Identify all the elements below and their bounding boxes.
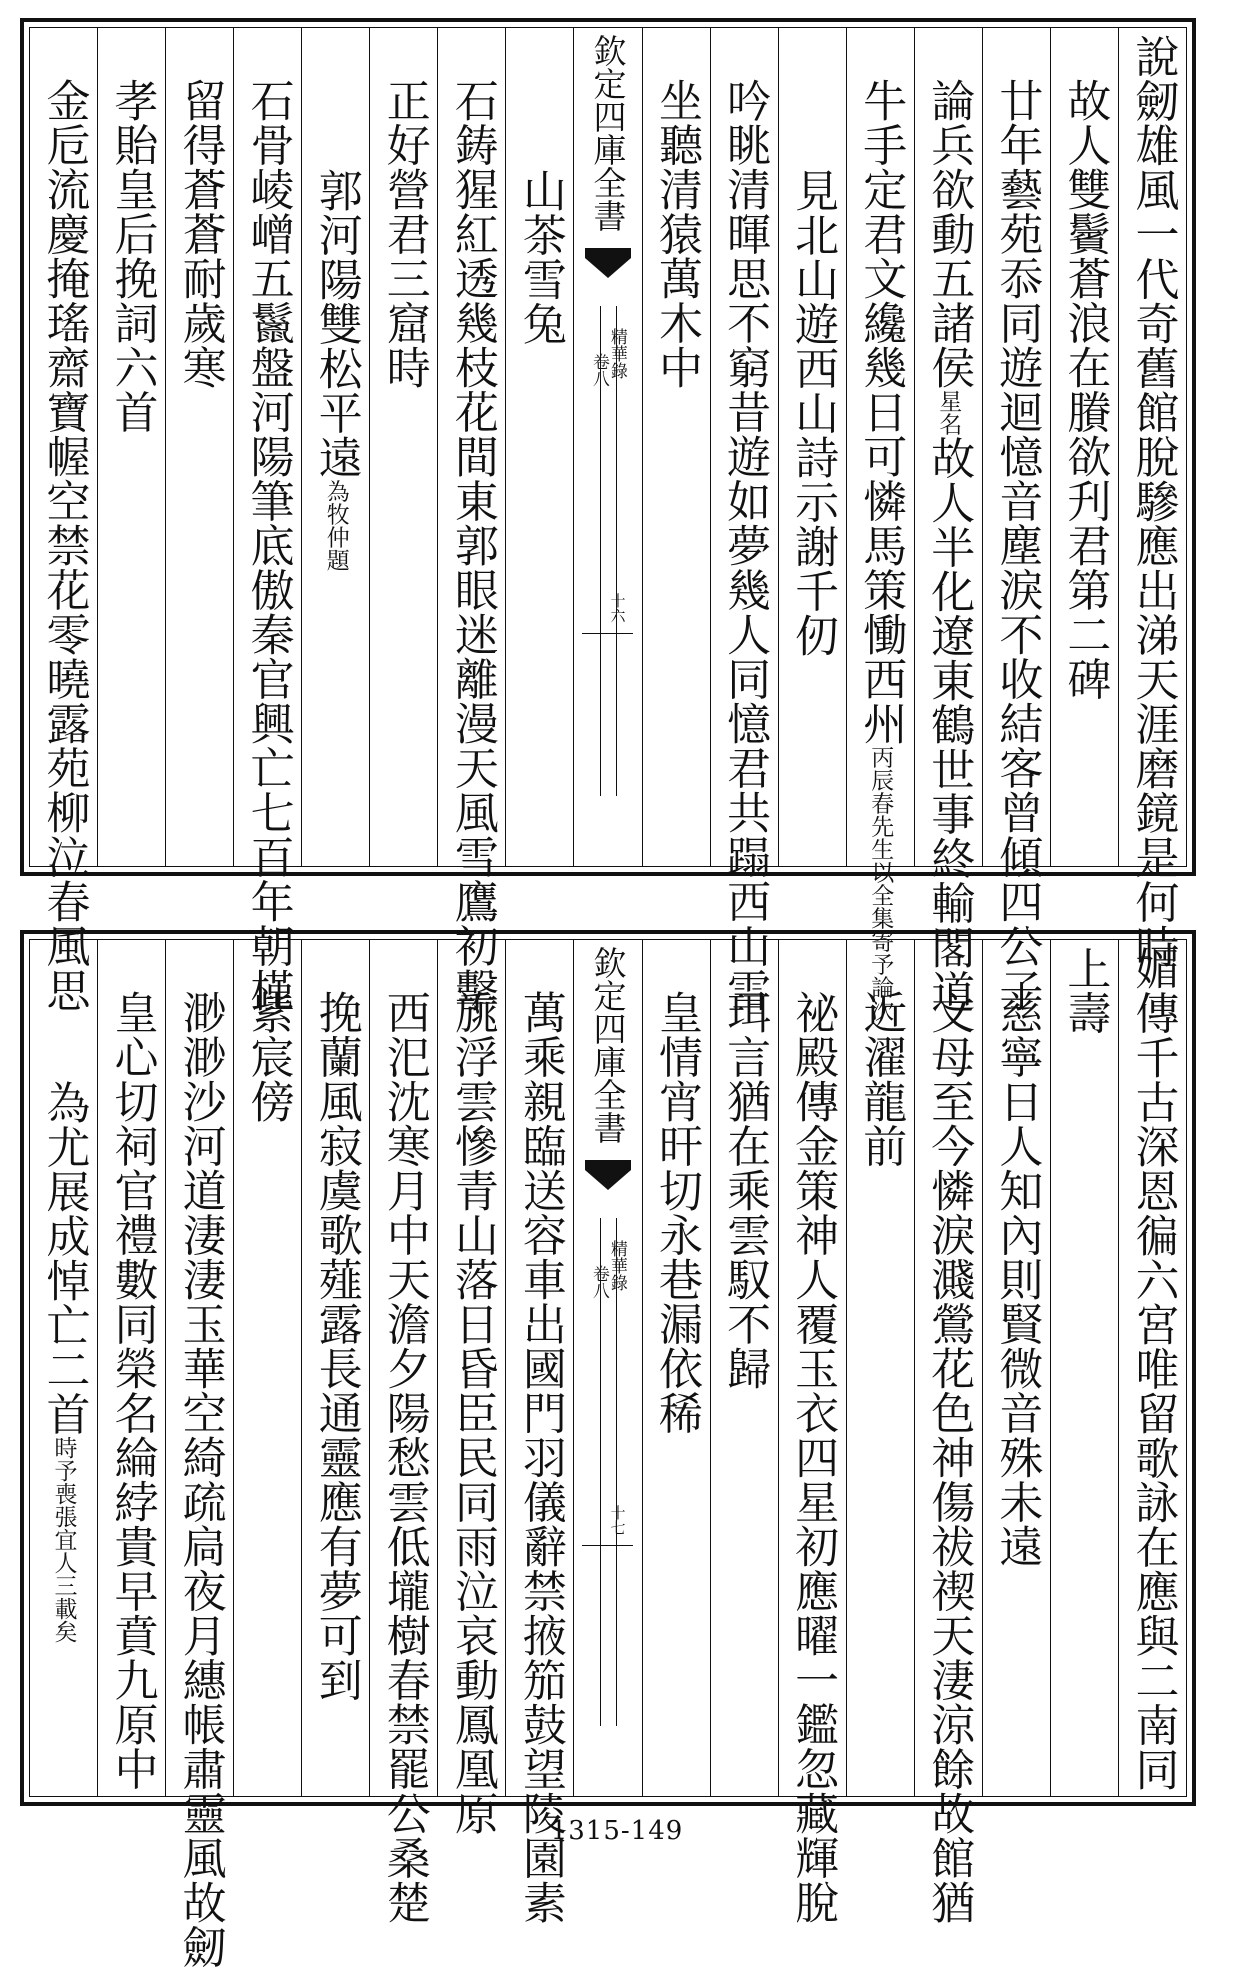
text-column [301,28,369,866]
banner-series-title: 欽定四庫全書 [588,34,628,232]
column-text [38,1080,90,1643]
column-text: 旐浮雲慘青山落日昏臣民同雨泣哀動鳳凰原 [446,990,498,1836]
column-text: 近濯龍前 [855,990,907,1168]
column-text: 廿年藝苑忝同遊迴憶音塵淚不收結客曾傾四公子 [991,78,1043,1013]
column-text: 皇心切祠官禮數同榮名綸綍貴早賁九原中 [106,990,158,1791]
banner-leaf-number: 十六 [608,593,627,623]
page-number: 1315-149 [550,1816,684,1846]
interlinear-note: 為牧仲題 [322,479,349,572]
column-text: 渺渺沙河道淒淒玉華空綺疏扃夜月繐帳肅靈風故劒 [174,990,226,1969]
column-text: 故人雙鬢蒼浪在賸欲刋君第二碑 [1059,78,1111,701]
column-text: 西汜沈寒月中天澹夕陽愁雲低壠樹春禁罷公桑楚 [378,990,430,1925]
text-column [165,940,233,1969]
text-column [30,940,97,1796]
column-text: 萬乘親臨送容車出國門羽儀辭禁掖笳鼓望陵園素 [514,990,566,1925]
text-column [846,940,914,1796]
banner-volume: 卷八 [588,353,609,387]
banner-series-title: 欽定四庫全書 [588,946,628,1144]
column-text: 祕殿傳金策神人覆玉衣四星初應曜一鑑忽藏輝脫 [787,990,839,1925]
text-column [233,28,301,1013]
column-text: 正好營君三窟時 [378,78,430,390]
column-text: 慈寧日人知內則賢微音殊未遠 [991,990,1043,1569]
column-text: 挽蘭風寂虞歌薤露長通靈應有夢可到 [310,990,362,1702]
banner-rule-right [616,306,617,796]
banner-bottom-rule [582,633,633,634]
text-column [301,940,369,1796]
column-text: 上壽 [1059,946,1111,1035]
column-text: 石鋳猩紅透幾枝花間東郭眼迷離漫天風雪鷹初擊 [446,78,498,1013]
center-banner-column [573,28,641,866]
text-column [505,28,573,866]
column-text [923,78,975,1014]
text-column [982,28,1050,1013]
column-text: 見北山遊西山詩示謝千仞 [787,168,839,658]
main-text-segment: 故人半化遼東鶴世事終輸閣道 [923,435,975,1014]
text-column [914,28,982,1014]
text-column [30,28,97,1013]
text-column [778,28,846,866]
text-column [982,940,1050,1796]
column-text: 吟眺清暉思不窮昔遊如夢幾人同憶君共蹋西山雪 [719,78,771,1013]
text-column [710,940,778,1796]
column-text: 山茶雪兔 [514,168,566,346]
main-text-segment: 為尤展成悼亡二首 [38,1080,90,1436]
column-text: 石骨崚嶒五鬣盤河陽筆底傲秦官興亡七百年朝槿 [242,78,294,1013]
banner-volume: 卷八 [588,1265,609,1299]
interlinear-note: 星名 [935,389,962,436]
text-column [233,940,301,1796]
column-text: 媚傳千古深恩徧六宮唯留歌詠在應與二南同 [1127,946,1179,1792]
column-text: 紫宸傍 [242,990,294,1124]
interlinear-note: 丙辰春先生以全集寄予論次 [867,745,894,1022]
banner-book-title: 精華錄 [606,1240,627,1291]
banner-leaf-number: 十七 [608,1505,627,1535]
column-text [855,78,907,1022]
text-column [778,940,846,1925]
text-column [914,940,982,1925]
text-column [642,28,710,866]
column-text: 坐聽清猿萬木中 [651,78,703,390]
interlinear-note: 時予喪張宜人三載矣 [50,1436,77,1643]
main-text-segment: 牛手定君文纔幾日可憐馬策慟西州 [855,78,907,746]
column-text: 珥言猶在乘雲馭不歸 [719,990,771,1391]
text-column [369,940,437,1925]
banner-book-title: 精華錄 [606,328,627,379]
column-text: 孝貽皇后挽詞六首 [106,78,158,434]
text-column [1118,940,1186,1796]
banner-bottom-rule [582,1545,633,1546]
text-column [437,940,505,1836]
fish-tail-mark-icon [585,1160,631,1194]
center-banner-column [573,940,641,1796]
text-column [369,28,437,866]
text-column [437,28,505,1013]
banner-rule-right [616,1218,617,1726]
text-column [1118,28,1186,969]
column-text: 文母至今憐淚濺鶯花色神傷祓禊天淒涼餘故館猶 [923,990,975,1925]
column-text: 皇情宵旰切永巷漏依稀 [651,990,703,1435]
fish-tail-mark-icon [585,248,631,282]
text-column [97,28,165,866]
text-column [710,28,778,1013]
text-column [846,28,914,1022]
column-text [310,168,362,572]
column-text: 說劒雄風一代奇舊館脫驂應出涕天涯磨鏡是何時 [1127,34,1179,969]
text-column [1050,940,1118,1796]
column-text: 金卮流慶掩瑤齋寶幄空禁花零曉露苑柳泣春風思 [38,78,90,1013]
main-text-segment: 論兵欲動五諸侯 [923,78,975,390]
text-column [1050,28,1118,866]
column-text: 留得蒼蒼耐歲寒 [174,78,226,390]
text-column [97,940,165,1796]
text-column [165,28,233,866]
text-column [642,940,710,1796]
text-column [505,940,573,1925]
main-text-segment: 郭河陽雙松平遠 [310,168,362,480]
